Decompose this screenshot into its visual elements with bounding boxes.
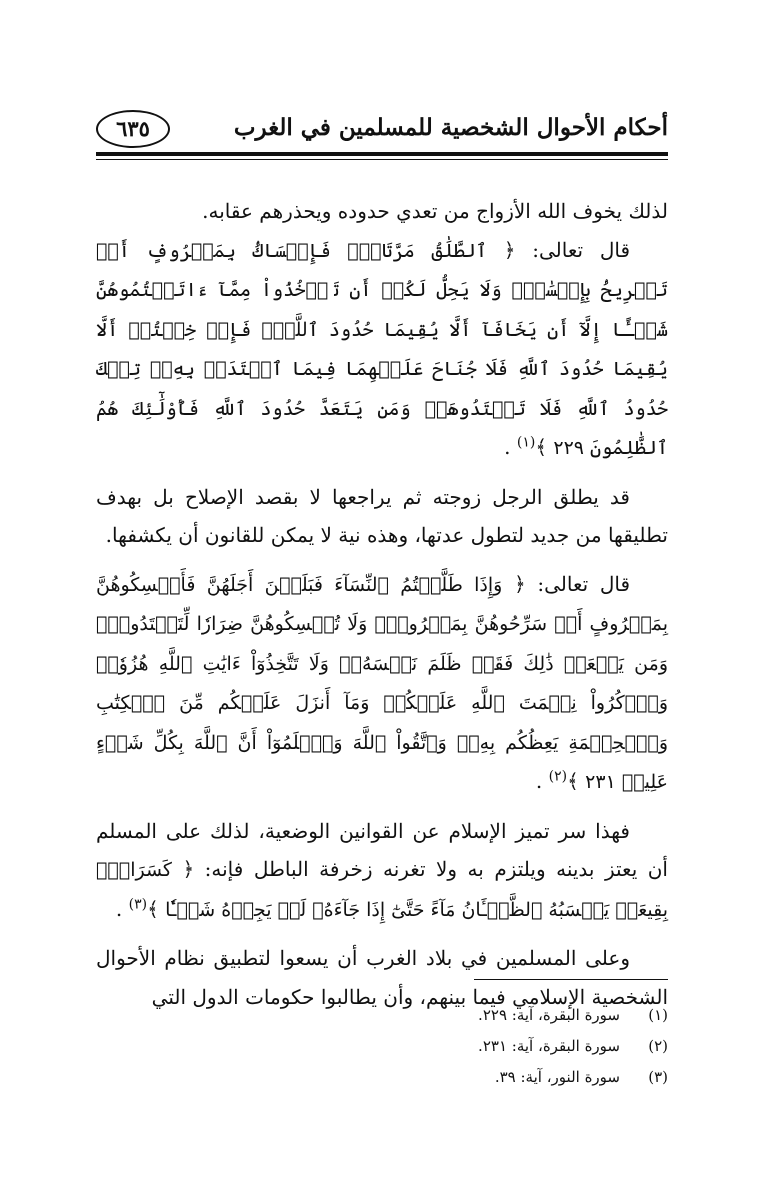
paragraph-6: وعلى المسلمين في بلاد الغرب أن يسعوا لتطبيق نظام الأحوال الشخصية الإسلامي فيما بينهم، وأن يطالبوا حكومات الدول التي	[96, 946, 668, 1009]
brace-close: ﴾	[147, 896, 159, 921]
footnotes	[96, 1000, 668, 1093]
footnote-number: (٢)	[648, 1037, 668, 1055]
main-text	[96, 192, 668, 1016]
verse-intro: قال تعالى:	[537, 571, 631, 596]
paragraph-3: قد يطلق الرجل زوجته ثم يراجعها لا بقصد الإصلاح بل بهدف تطليقها من جديد لتطول عدتها، وهذه نية لا يمكن للقانون أن يكشفها.	[96, 484, 668, 547]
footnote-ref[interactable]: (٢)	[548, 768, 568, 785]
header-rule-thin	[96, 159, 668, 160]
page-number: ٦٣٥	[96, 110, 170, 148]
footnote-item	[96, 1062, 668, 1093]
brace-open: ﴿	[503, 237, 516, 262]
paragraph-2	[96, 231, 668, 468]
brace-open: ﴿	[514, 571, 526, 596]
footnote-number: (١)	[648, 1006, 668, 1024]
footnote-text: سورة النور، آية: ٣٩.	[494, 1068, 620, 1086]
header-rule-thick	[96, 152, 668, 156]
verse-intro: قال تعالى:	[532, 237, 631, 262]
sentence-end: .	[504, 435, 511, 459]
quran-verse: ٱلطَّلَٰقُ مَرَّتَانِۖ فَإِمۡسَاكُۢ بِمَعۡرُوفٍ أَوۡ تَسۡرِيحُۢ بِإِحۡسَٰنٖۗ وَلَا يَحِلُّ لَكُمۡ أَن تَأۡخُذُواْ مِمَّآ ءَاتَيۡتُمُوهُنَّ شَيۡـًٔا إِلَّآ أَن يَخَافَآ أَلَّا يُقِيمَا حُدُودَ ٱللَّهِۖ فَإِنۡ خِفۡتُمۡ أَلَّا يُقِيمَا حُدُودَ ٱللَّهِ فَلَا جُنَاحَ عَلَيۡهِمَا فِيمَا ٱفۡتَدَتۡ بِهِۦۗ تِلۡكَ حُدُودُ ٱللَّهِ فَلَا تَعۡتَدُوهَاۚ وَمَن يَتَعَدَّ حُدُودَ ٱللَّهِ فَأُوْلَٰٓئِكَ هُمُ ٱلظَّٰلِمُونَ ٢٢٩	[96, 239, 668, 459]
paragraph-5	[96, 812, 668, 930]
sentence-end: .	[535, 769, 543, 793]
page-header	[96, 98, 668, 158]
footnote-ref[interactable]: (١)	[516, 434, 536, 451]
footnote-ref[interactable]: (٣)	[128, 895, 148, 912]
paragraph-1: لذلك يخوف الله الأزواج من تعدي حدوده ويحذرهم عقابه.	[202, 199, 668, 223]
footnote-text: سورة البقرة، آية: ٢٣١.	[478, 1037, 620, 1055]
brace-open: ﴿	[182, 857, 195, 881]
quran-verse: وَإِذَا طَلَّقۡتُمُ ٱلنِّسَآءَ فَبَلَغۡنَ أَجَلَهُنَّ فَأَمۡسِكُوهُنَّ بِمَعۡرُوفٍ أَوۡ سَرِّحُوهُنَّ بِمَعۡرُوفٖۚ وَلَا تُمۡسِكُوهُنَّ ضِرَارٗا لِّتَعۡتَدُواْۚ وَمَن يَفۡعَلۡ ذَٰلِكَ فَقَدۡ ظَلَمَ نَفۡسَهُۥۚ وَلَا تَتَّخِذُوٓاْ ءَايَٰتِ ٱللَّهِ هُزُوٗاۚ وَٱذۡكُرُواْ نِعۡمَتَ ٱللَّهِ عَلَيۡكُمۡ وَمَآ أَنزَلَ عَلَيۡكُم مِّنَ ٱلۡكِتَٰبِ وَٱلۡحِكۡمَةِ يَعِظُكُم بِهِۦۚ وَٱتَّقُواْ ٱللَّهَ وَٱعۡلَمُوٓاْ أَنَّ ٱللَّهَ بِكُلِّ شَيۡءٍ عَلِيمٞ ٢٣١	[96, 573, 668, 793]
footnote-item	[96, 1000, 668, 1031]
footnote-item	[96, 1031, 668, 1062]
brace-close: ﴾	[535, 435, 548, 459]
paragraph-text: فهذا سر تميز الإسلام عن القوانين الوضعية، لذلك على المسلم أن يعتز بدينه ويلتزم به ولا تغرنه زخرفة الباطل فإنه:	[96, 818, 668, 881]
footnote-text: سورة البقرة، آية: ٢٢٩.	[478, 1006, 620, 1024]
quran-verse: كَسَرَابِۭ بِقِيعَةٖ يَحۡسَبُهُ ٱلظَّمۡـَٔانُ مَآءً حَتَّىٰٓ إِذَا جَآءَهُۥ لَمۡ يَجِدۡهُ شَيۡـٔٗا	[96, 859, 668, 921]
brace-close: ﴾	[567, 769, 579, 793]
sentence-end: .	[115, 896, 123, 921]
running-title: أحكام الأحوال الشخصية للمسلمين في الغرب	[233, 114, 668, 141]
footnote-number: (٣)	[648, 1068, 668, 1086]
footnote-divider	[474, 979, 668, 980]
paragraph-4	[96, 565, 668, 802]
